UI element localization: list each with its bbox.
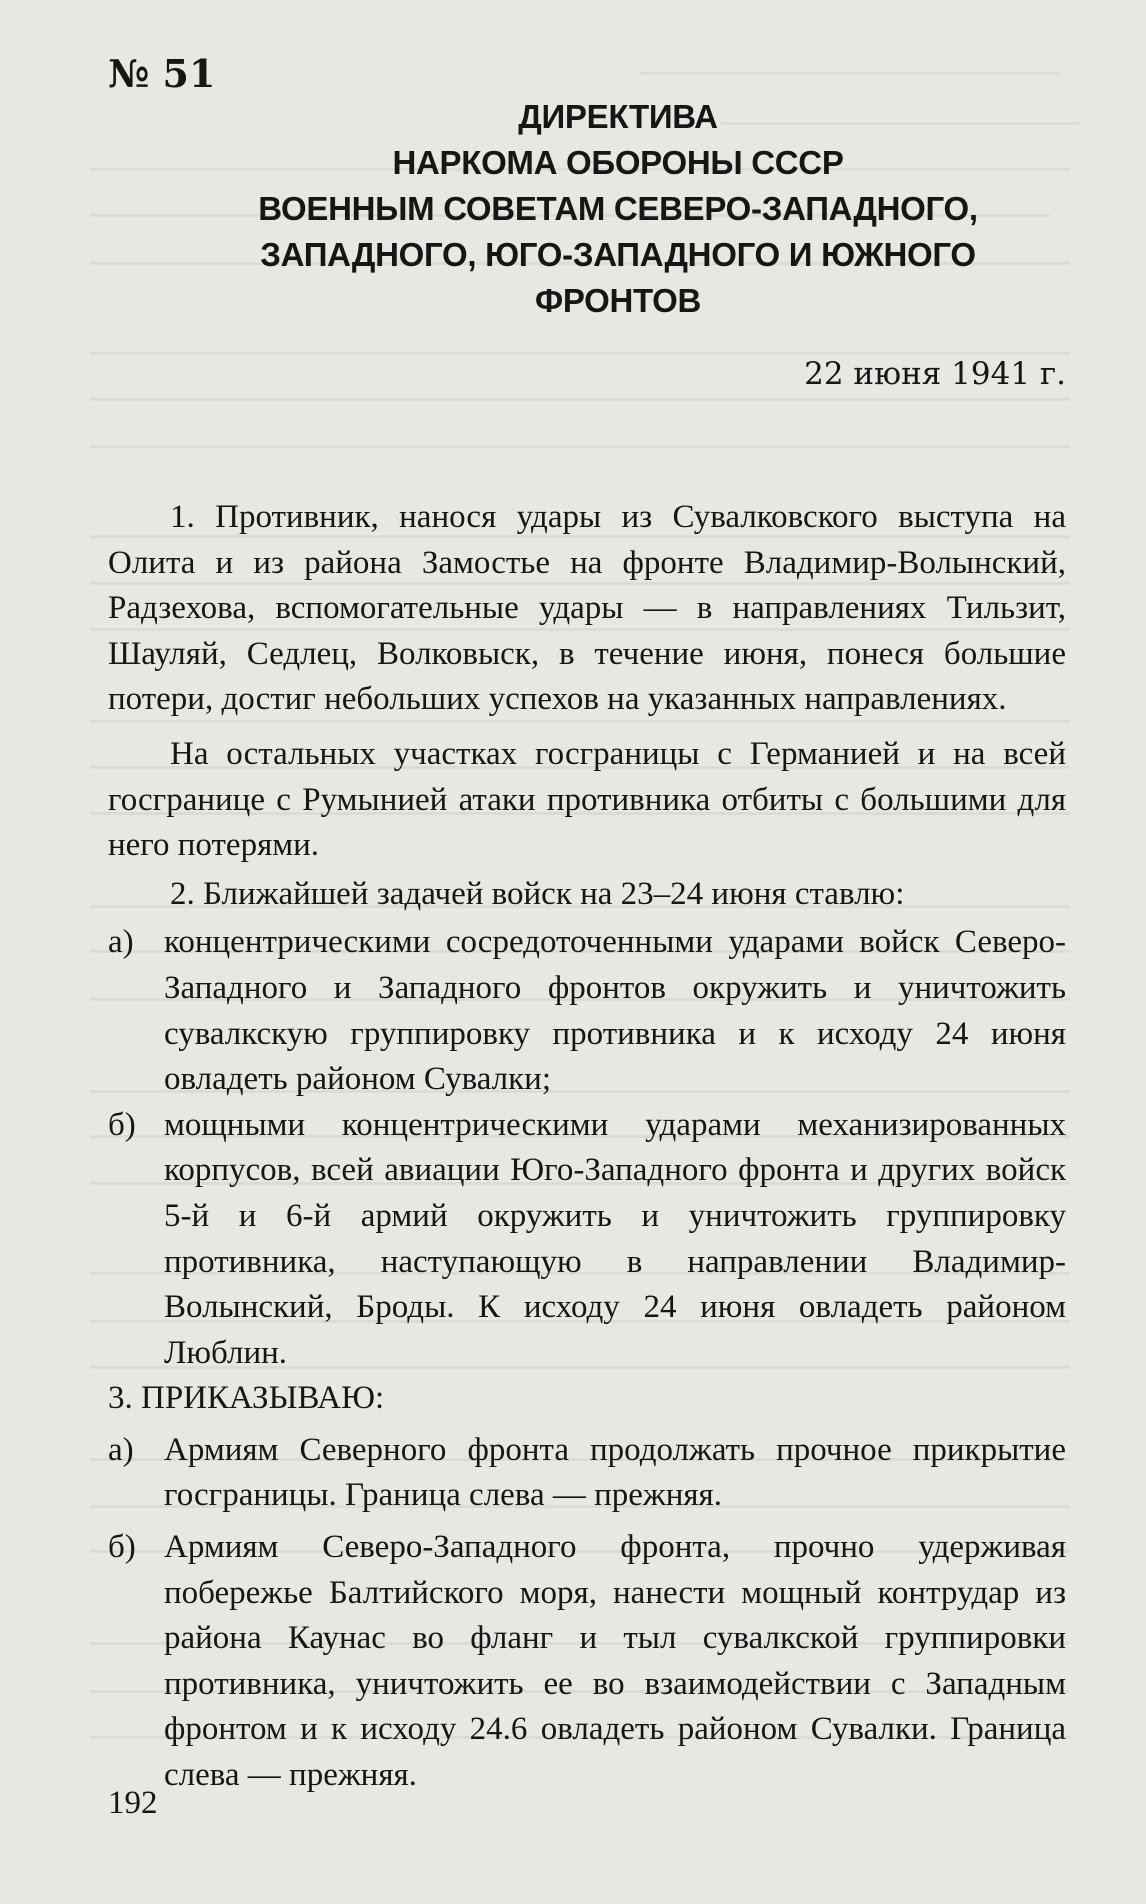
list-item-text: Армиям Северного фронта продолжать прочное прикрытие госграницы. Граница слева — прежняя. <box>164 1431 1066 1514</box>
paragraph-1: 1. Противник, нанося удары из Сувалковского выступа на Олита и из района Замостье на фронте Владимир-Волынский, Радзехова, вспомогательные удары — в направлениях Тильзит, Шауляй, Седлец, Волковыск, в течение июня, понеся большие потери, достиг небольших успехов на указанных направлениях. <box>108 499 1066 718</box>
title-line: ВОЕННЫМ СОВЕТАМ СЕВЕРО-ЗАПАДНОГО, <box>258 190 978 227</box>
list-item-2b <box>108 1103 1066 1377</box>
title-line: НАРКОМА ОБОРОНЫ СССР <box>392 144 844 181</box>
list-item-text: Армиям Северо-Западного фронта, прочно удерживая побережье Балтийского моря, нанести мощный контрудар из района Каунас во фланг и тыл сувалкской группировки противника, уничтожить ее во взаимодействии с Западным фронтом и к исходу 24.6 овладеть районом Сувалки. Граница слева — прежняя. <box>164 1529 1066 1794</box>
title-line: ДИРЕКТИВА <box>518 98 718 135</box>
title-line: ФРОНТОВ <box>535 282 701 319</box>
list-marker: а) <box>108 1431 134 1468</box>
list-item-2a <box>108 920 1066 1102</box>
document-title <box>168 94 1068 324</box>
document-body <box>108 495 1066 1799</box>
list-item-3a <box>108 1428 1066 1519</box>
list-marker: б) <box>108 1529 136 1566</box>
paragraph-3: 2. Ближайшей задачей войск на 23–24 июня ставлю: <box>170 875 905 912</box>
title-line: ЗАПАДНОГО, ЮГО-ЗАПАДНОГО И ЮЖНОГО <box>260 236 976 273</box>
document-date: 22 июня 1941 г. <box>804 356 1066 392</box>
list-item-text: мощными концентрическими ударами механизированных корпусов, всей авиации Юго-Западного фронта и других войск 5-й и 6-й армий окружить и уничтожить группировку противника, наступающую в направлении Владимир-Волынский, Броды. К исходу 24 июня овладеть районом Люблин. <box>164 1106 1066 1371</box>
page-number: 192 <box>108 1785 158 1821</box>
paragraph-4: 3. ПРИКАЗЫВАЮ: <box>108 1380 385 1417</box>
list-item-text: концентрическими сосредоточенными ударами войск Северо-Западного и Западного фронтов окружить и уничтожить сувалкскую группировку противника и к исходу 24 июня овладеть районом Сувалки; <box>164 924 1066 1098</box>
list-marker: б) <box>108 1106 136 1143</box>
paragraph-2: На остальных участках госграницы с Германией и на всей госгранице с Румынией атаки противника отбиты с большими для него потерями. <box>108 735 1066 864</box>
list-marker: а) <box>108 924 134 961</box>
list-item-3b <box>108 1525 1066 1799</box>
document-number: № 51 <box>108 51 216 96</box>
